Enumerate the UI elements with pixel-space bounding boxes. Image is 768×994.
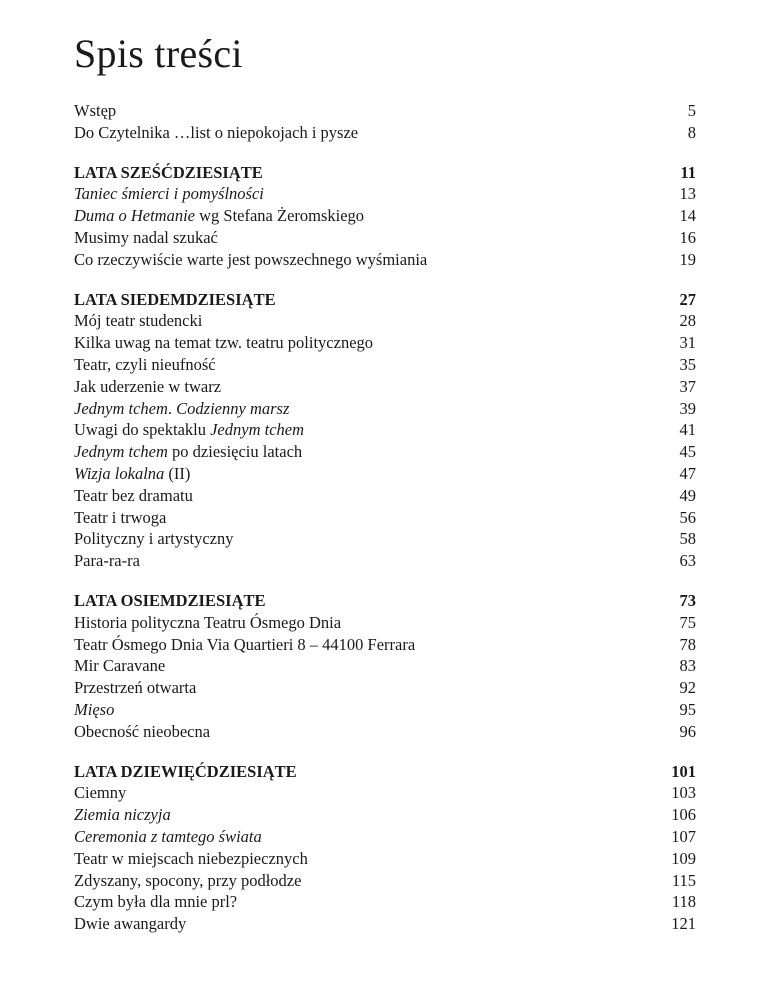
- toc-entry-title: [74, 376, 221, 398]
- toc-entry-title-text: wg Stefana Żeromskiego: [194, 206, 365, 226]
- toc-entry-page: 16: [679, 227, 696, 247]
- section-heading-page: 101: [671, 761, 696, 781]
- toc-entry-title-text: Ciemny: [74, 783, 127, 803]
- toc-entry: [74, 870, 696, 892]
- toc-entry-title: [74, 655, 165, 677]
- toc-entry-title: [74, 419, 304, 441]
- toc-entry-page: 39: [679, 398, 696, 418]
- toc-entry-title: [74, 870, 301, 892]
- toc-entry-page: 78: [679, 634, 696, 654]
- toc-entry-title-italic: Wizja lokalna: [74, 463, 165, 483]
- toc-entry-title: [74, 205, 364, 227]
- toc-list: [74, 100, 696, 935]
- toc-entry-title: [74, 332, 373, 354]
- section-heading-label: LATA OSIEMDZIESIĄTE: [74, 590, 266, 610]
- toc-entry-title-text: po dziesięciu latach: [167, 442, 303, 462]
- section-heading-page: 11: [680, 162, 696, 182]
- toc-entry-title: [74, 463, 190, 485]
- toc-entry: [74, 398, 696, 420]
- section-heading-label: LATA SIEDEMDZIESIĄTE: [74, 289, 276, 309]
- toc-entry-title-text: Dwie awangardy: [74, 914, 187, 934]
- section-heading-page: 73: [679, 590, 696, 610]
- toc-entry-page: 121: [671, 914, 696, 934]
- toc-entry-page: 115: [671, 870, 696, 890]
- toc-entry: [74, 913, 696, 935]
- toc-entry-page: 56: [679, 507, 696, 527]
- toc-entry-page: 118: [671, 892, 696, 912]
- toc-entry-title-text: Mir Caravane: [74, 656, 166, 676]
- toc-entry: [74, 376, 696, 398]
- toc-entry-page: 92: [679, 678, 696, 698]
- section-heading: [74, 289, 696, 311]
- toc-entry-title: [74, 804, 171, 826]
- toc-entry-page: 58: [679, 529, 696, 549]
- toc-entry-title-text: Wstęp: [74, 101, 117, 120]
- toc-entry: [74, 507, 696, 529]
- toc-entry: [74, 699, 696, 721]
- toc-section: [74, 590, 696, 743]
- section-heading: [74, 162, 696, 184]
- toc-entry-title-text: Teatr i trwoga: [74, 507, 167, 527]
- toc-entry-title: [74, 507, 166, 529]
- toc-entry-page: 107: [671, 826, 696, 846]
- toc-entry-page: 83: [679, 656, 696, 676]
- toc-entry-title-text: Czym była dla mnie prl?: [74, 892, 238, 912]
- toc-entry-page: 13: [679, 184, 696, 204]
- toc-entry-page: 96: [679, 721, 696, 741]
- toc-entry: [74, 848, 696, 870]
- toc-entry-page: 5: [687, 101, 696, 120]
- toc-entry-title: [74, 550, 140, 572]
- toc-entry-page: 103: [671, 783, 696, 803]
- toc-entry-title-text: Teatr Ósmego Dnia Via Quartieri 8 – 44100 Ferrara: [74, 634, 416, 654]
- toc-entry-title: [74, 249, 427, 271]
- toc-entry: [74, 634, 696, 656]
- toc-entry-title-text: Uwagi do spektaklu: [74, 420, 211, 440]
- toc-entry: [74, 463, 696, 485]
- toc-entry-page: 95: [679, 699, 696, 719]
- toc-entry: [74, 655, 696, 677]
- toc-entry-title-italic: Jednym tchem: [74, 398, 168, 418]
- toc-entry-page: 8: [687, 122, 696, 142]
- section-heading-page: 27: [679, 289, 696, 309]
- toc-entry: [74, 100, 696, 122]
- toc-entry-title: [74, 100, 116, 122]
- toc-entry: [74, 485, 696, 507]
- toc-entry-title-text: Mój teatr studencki: [74, 311, 203, 331]
- toc-entry: [74, 354, 696, 376]
- toc-entry-title: [74, 721, 210, 743]
- toc-entry-title-text: Historia polityczna Teatru Ósmego Dnia: [74, 612, 342, 632]
- toc-entry-page: 75: [679, 612, 696, 632]
- toc-entry-title-text: Do Czytelnika …list o niepokojach i pysze: [74, 122, 359, 142]
- toc-entry-page: 47: [679, 463, 696, 483]
- toc-entry-title-italic: Mięso: [74, 699, 115, 719]
- toc-entry: [74, 205, 696, 227]
- toc-entry: [74, 122, 696, 144]
- toc-section: [74, 100, 696, 144]
- toc-entry-title-italic: Ziemia niczyja: [74, 805, 171, 825]
- toc-entry-title: [74, 310, 202, 332]
- toc-entry-title: [74, 848, 308, 870]
- toc-entry: [74, 612, 696, 634]
- toc-entry-title-italic: Codzienny marsz: [176, 398, 290, 418]
- toc-entry-page: 45: [679, 442, 696, 462]
- toc-section: [74, 761, 696, 935]
- toc-page: [74, 30, 696, 953]
- toc-entry-title-text: Teatr w miejscach niebezpiecznych: [74, 848, 308, 868]
- toc-entry: [74, 528, 696, 550]
- page-title: Spis treści: [74, 31, 243, 76]
- toc-entry-title-italic: Taniec śmierci i pomyślności: [74, 184, 264, 204]
- toc-entry-title: [74, 913, 186, 935]
- toc-entry-title-text: Teatr bez dramatu: [74, 485, 193, 505]
- toc-entry-title-italic: Jednym tchem: [210, 420, 305, 440]
- toc-entry: [74, 804, 696, 826]
- toc-entry: [74, 249, 696, 271]
- toc-entry-title: [74, 634, 415, 656]
- toc-entry: [74, 227, 696, 249]
- toc-entry-title: [74, 612, 341, 634]
- toc-entry-title: [74, 485, 193, 507]
- toc-entry-title: [74, 891, 237, 913]
- toc-entry-title: [74, 227, 218, 249]
- toc-entry-page: 106: [671, 805, 696, 825]
- toc-entry-title: [74, 782, 126, 804]
- toc-entry: [74, 826, 696, 848]
- toc-entry: [74, 891, 696, 913]
- toc-entry-page: 49: [679, 485, 696, 505]
- toc-entry-title: [74, 826, 262, 848]
- toc-entry-page: 63: [679, 551, 696, 571]
- toc-section: [74, 289, 696, 572]
- toc-entry-title-text: Teatr, czyli nieufność: [74, 354, 216, 374]
- toc-entry-title: [74, 699, 114, 721]
- toc-entry-page: 41: [679, 420, 696, 440]
- section-heading: [74, 590, 696, 612]
- section-heading-label: LATA SZEŚĆDZIESIĄTE: [74, 162, 263, 182]
- toc-entry-page: 109: [671, 848, 696, 868]
- toc-entry: [74, 677, 696, 699]
- toc-entry: [74, 441, 696, 463]
- toc-entry: [74, 721, 696, 743]
- toc-entry-title-text: Polityczny i artystyczny: [74, 529, 234, 549]
- toc-entry-title-text: Para-ra-ra: [74, 551, 140, 571]
- toc-entry-title: [74, 122, 358, 144]
- toc-entry: [74, 550, 696, 572]
- section-heading-label: LATA DZIEWIĘĆDZIESIĄTE: [74, 761, 297, 781]
- toc-entry-page: 37: [679, 376, 696, 396]
- toc-entry-title: [74, 528, 233, 550]
- toc-entry-title: [74, 354, 216, 376]
- toc-entry-title-text: Jak uderzenie w twarz: [74, 376, 222, 396]
- toc-entry-title-text: Przestrzeń otwarta: [74, 678, 197, 698]
- toc-entry-title-text: Kilka uwag na temat tzw. teatru politycznego: [74, 333, 374, 353]
- toc-entry-title-text: Obecność nieobecna: [74, 721, 211, 741]
- toc-entry-title: [74, 183, 264, 205]
- toc-entry: [74, 310, 696, 332]
- toc-entry-page: 35: [679, 354, 696, 374]
- toc-section: [74, 162, 696, 271]
- section-heading: [74, 761, 696, 783]
- toc-entry-title: [74, 441, 302, 463]
- toc-entry-page: 31: [679, 333, 696, 353]
- toc-entry-page: 28: [679, 311, 696, 331]
- toc-entry-title-text: (II): [164, 463, 191, 483]
- toc-entry-page: 14: [679, 206, 696, 226]
- toc-entry-title-italic: Jednym tchem: [74, 442, 168, 462]
- toc-entry-title-italic: Duma o Hetmanie: [74, 206, 195, 226]
- toc-entry: [74, 332, 696, 354]
- toc-entry-title-italic: Ceremonia z tamtego świata: [74, 826, 262, 846]
- toc-entry: [74, 419, 696, 441]
- toc-entry-title-text: Zdyszany, spocony, przy podłodze: [74, 870, 302, 890]
- toc-entry-title: [74, 677, 196, 699]
- toc-entry: [74, 782, 696, 804]
- toc-entry-page: 19: [679, 249, 696, 269]
- toc-entry-title-text: Musimy nadal szukać: [74, 227, 218, 247]
- toc-entry: [74, 183, 696, 205]
- toc-entry-title-text: Co rzeczywiście warte jest powszechnego wyśmiania: [74, 249, 428, 269]
- toc-entry-title-text: .: [167, 398, 177, 418]
- toc-entry-title: [74, 398, 289, 420]
